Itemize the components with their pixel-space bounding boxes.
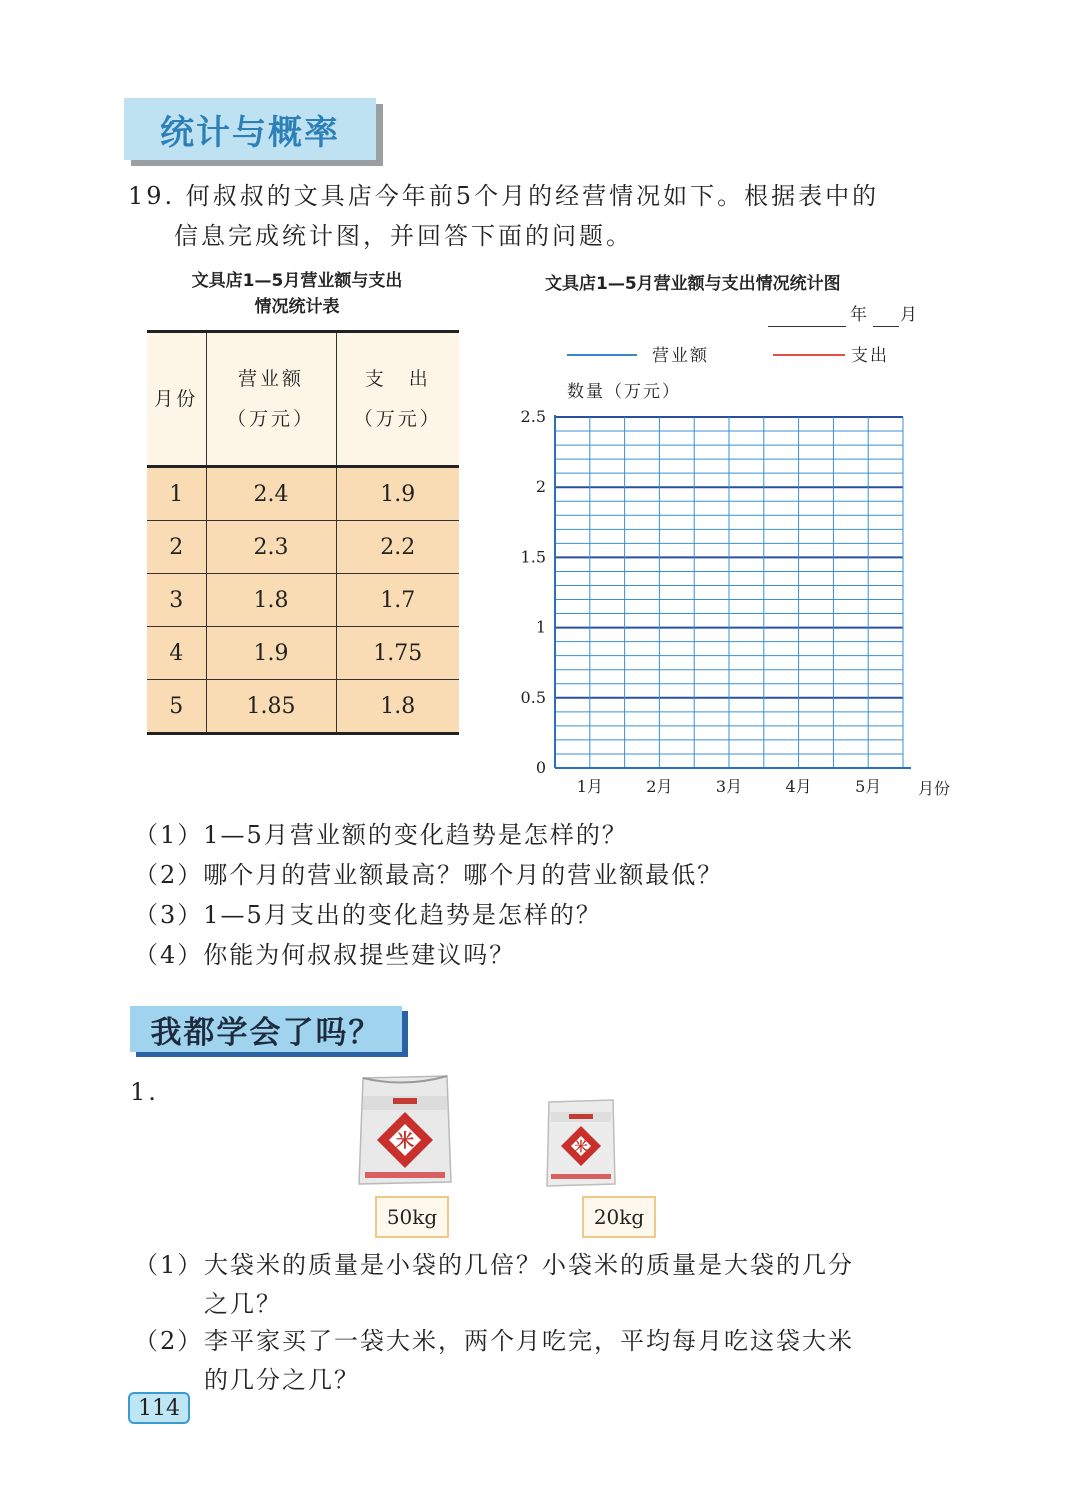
chart-title: 文具店1—5月营业额与支出情况统计图 [545, 274, 841, 294]
big-bag-label: 米 [396, 1131, 414, 1152]
x-tick-label: 2月 [646, 777, 673, 796]
x-tick-label: 4月 [785, 777, 812, 796]
small-bag-label: 米 [574, 1140, 588, 1155]
small-rice-bag-image [543, 1096, 619, 1190]
table-caption-line2: 情况统计表 [254, 297, 340, 317]
table-caption-line1: 文具店1—5月营业额与支出 [191, 271, 403, 291]
table-caption [147, 268, 447, 320]
x-axis-title: 月份 [917, 779, 951, 798]
cell-month: 2 [147, 521, 206, 574]
legend-expense-label: 支出 [851, 346, 889, 366]
question-1-2-number: （2） [134, 1327, 204, 1355]
y-tick-label: 0.5 [520, 687, 546, 707]
table-row [147, 574, 459, 627]
header-expense [336, 332, 459, 467]
cell-expense: 2.2 [336, 521, 459, 574]
cell-revenue: 1.85 [206, 680, 336, 734]
cell-month: 4 [147, 627, 206, 680]
question-number: （2） [134, 861, 204, 889]
section-title-statistics: 统计与概率 [124, 98, 376, 160]
question-1-1-line2: 之几？ [204, 1290, 282, 1318]
problem-1-number: 1. [130, 1078, 159, 1106]
y-tick-label: 1.5 [520, 547, 546, 567]
stats-table [147, 330, 459, 735]
problem-19-line2: 信息完成统计图，并回答下面的问题。 [174, 222, 633, 250]
cell-month: 5 [147, 680, 206, 734]
header-expense-unit: （万元） [353, 408, 442, 430]
question-text: 你能为何叔叔提些建议吗？ [203, 941, 516, 969]
big-rice-bag-image [355, 1072, 455, 1190]
header-revenue [206, 332, 336, 467]
page-number: 114 [128, 1392, 190, 1424]
question-19-3 [134, 895, 602, 935]
question-1-2-line1: 李平家买了一袋大米，两个月吃完，平均每月吃这袋大米 [204, 1327, 854, 1355]
y-tick-label: 0 [535, 758, 546, 777]
question-text: 哪个月的营业额最高？哪个月的营业额最低？ [203, 861, 724, 889]
cell-expense: 1.8 [336, 680, 459, 734]
header-revenue-unit: （万元） [226, 408, 315, 430]
cell-month: 3 [147, 574, 206, 627]
question-1-2-line2: 的几分之几？ [204, 1366, 360, 1394]
cell-month: 1 [147, 467, 206, 521]
question-number: （1） [134, 821, 204, 849]
section-title-review: 我都学会了吗？ [130, 1006, 402, 1052]
y-axis-title: 数量（万元） [567, 382, 681, 402]
y-tick-label: 2.5 [520, 407, 546, 426]
year-label: 年 [850, 305, 869, 325]
cell-revenue: 1.9 [206, 627, 336, 680]
question-19-2 [134, 855, 723, 895]
cell-revenue: 2.4 [206, 467, 336, 521]
problem-19-line1: 19. 何叔叔的文具店今年前5个月的经营情况如下。根据表中的 [128, 182, 880, 210]
cell-expense: 1.7 [336, 574, 459, 627]
cell-revenue: 2.3 [206, 521, 336, 574]
weight-label-big: 50kg [375, 1196, 449, 1238]
question-text: 1—5月营业额的变化趋势是怎样的？ [203, 821, 628, 849]
month-label: 月 [900, 305, 919, 325]
question-1-1-number: （1） [134, 1251, 204, 1279]
x-tick-label: 1月 [576, 777, 603, 796]
legend-revenue-label: 营业额 [652, 346, 709, 366]
question-number: （3） [134, 901, 204, 929]
legend-revenue-line [567, 354, 637, 356]
question-1-1-line1: 大袋米的质量是小袋的几倍？小袋米的质量是大袋的几分 [204, 1251, 854, 1279]
y-tick-label: 1 [535, 617, 546, 637]
cell-revenue: 1.8 [206, 574, 336, 627]
question-19-1 [134, 815, 628, 855]
legend-expense-line [773, 354, 845, 356]
month-blank[interactable] [873, 302, 899, 327]
cell-expense: 1.9 [336, 467, 459, 521]
header-expense-label: 支 出 [364, 368, 431, 390]
question-number: （4） [134, 941, 204, 969]
header-month: 月份 [147, 332, 206, 467]
table-row [147, 521, 459, 574]
question-19-4 [134, 935, 515, 975]
table-row [147, 680, 459, 734]
question-text: 1—5月支出的变化趋势是怎样的？ [203, 901, 602, 929]
x-tick-label: 5月 [855, 777, 882, 796]
table-row [147, 467, 459, 521]
y-tick-label: 2 [535, 477, 546, 497]
cell-expense: 1.75 [336, 627, 459, 680]
weight-label-small: 20kg [582, 1196, 656, 1238]
header-revenue-label: 营业额 [237, 368, 304, 390]
x-tick-label: 3月 [715, 777, 743, 796]
year-blank[interactable] [768, 302, 846, 327]
table-row [147, 627, 459, 680]
line-chart [510, 400, 970, 810]
